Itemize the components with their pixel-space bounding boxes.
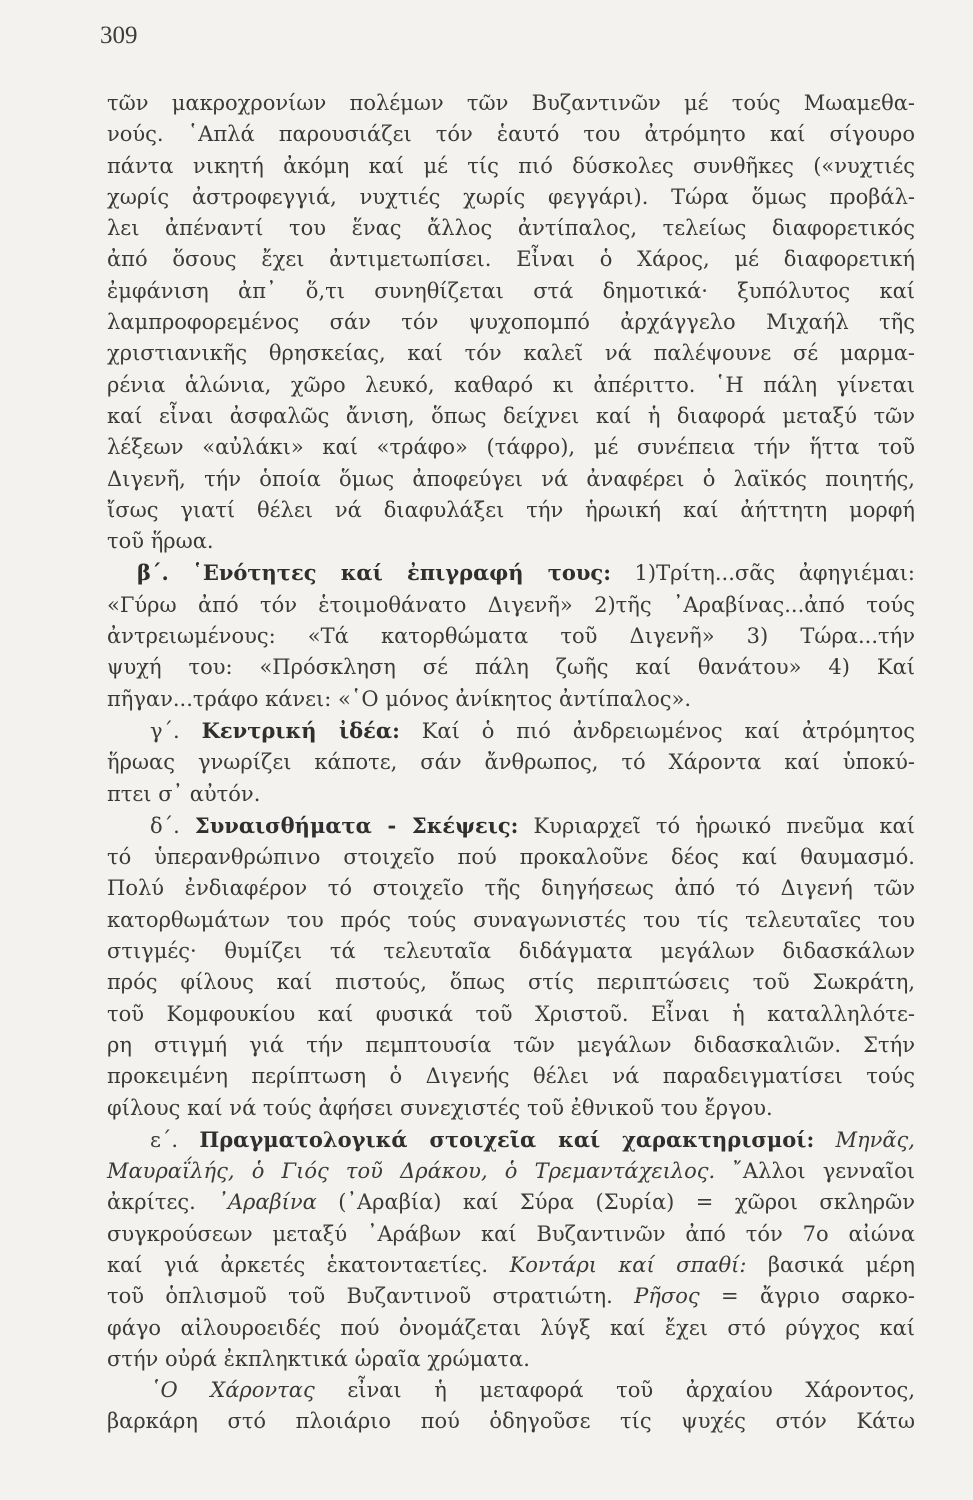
plain-text: τοῦ ὁπλισμοῦ τοῦ Βυζαντινοῦ στρατιώτη. xyxy=(107,1284,635,1309)
text-line: φίλους καί νά τούς ἀφήσει συνεχιστές τοῦ ἐθνικοῦ του ἔργου. xyxy=(107,1095,773,1120)
text-line xyxy=(107,1250,915,1281)
page-body xyxy=(107,88,915,1438)
plain-text: βασικά μέρη xyxy=(746,1252,915,1277)
section-d-text: Κυριαρχεῖ τό ἡρωικό πνεῦμα καί xyxy=(518,813,915,838)
section-e-heading: Πραγματολογικά στοιχεῖα καί χαρακτηρισμοί: xyxy=(199,1126,815,1152)
page-number: 309 xyxy=(100,22,138,49)
section-c-text: Καί ὁ πιό ἀνδρειωμένος καί ἀτρόμητος xyxy=(399,718,915,743)
text-line: «Γύρω ἀπό τόν ἑτοιμοθάνατο Διγενῆ» 2)τῆς ᾿Αραβίνας...ἀπό τούς xyxy=(107,592,915,617)
section-d-first-line xyxy=(107,810,915,842)
text-line xyxy=(107,1156,915,1187)
text-line: λει ἀπέναντί του ἕνας ἄλλος ἀντίπαλος, τελείως διαφορετικός xyxy=(107,216,915,241)
text-line: χωρίς ἀστροφεγγιά, νυχτιές χωρίς φεγγάρι). Τώρα ὅμως προβάλ- xyxy=(107,184,915,209)
section-d-label: δ΄. xyxy=(150,813,180,838)
text-line: τῶν μακροχρονίων πολέμων τῶν Βυζαντινῶν μέ τούς Μωαμεθα- xyxy=(107,91,915,115)
text-line: ρη στιγμή γιά τήν πεμπτουσία τῶν μεγάλων διδασκαλιῶν. Στήν xyxy=(107,1032,915,1057)
text-line: τοῦ ἥρωα. xyxy=(107,529,214,554)
italic-text: Κοντάρι καί σπαθί: xyxy=(509,1252,747,1277)
section-e-label: ε΄. xyxy=(150,1127,179,1152)
text-line: στιγμές· θυμίζει τά τελευταῖα διδάγματα μεγάλων διδασκάλων xyxy=(107,939,915,964)
section-d-heading: Συναισθήματα - Σκέψεις: xyxy=(194,812,519,838)
section-c-heading: Κεντρική ἰδέα: xyxy=(201,717,400,743)
section-b-heading: ῾Ενότητες καί ἐπιγραφή τους: xyxy=(192,560,611,586)
text-line: λέξεων «αὐλάκι» καί «τράφο» (τάφρο), μέ συνέπεια τήν ἥττα τοῦ xyxy=(107,435,915,460)
italic-text: ῾Ο Χάροντας xyxy=(150,1378,315,1403)
text-line: ἥρωας γνωρίζει κάποτε, σάν ἄνθρωπος, τό Χάροντα καί ὑποκύ- xyxy=(107,750,915,775)
text-line: φάγο αἰλουροειδές πού ὀνομάζεται λύγξ καί ἔχει στό ρύγχος καί xyxy=(107,1315,915,1340)
text-line: τοῦ Κομφουκίου καί φυσικά τοῦ Χριστοῦ. Εἶναι ἡ καταλληλότε- xyxy=(107,1001,915,1026)
text-line: Διγενῆ, τήν ὁποία ὅμως ἀποφεύγει νά ἀναφέρει ὁ λαϊκός ποιητής, xyxy=(107,466,915,491)
text-line: ἐμφάνιση ἀπ᾽ ὅ,τι συνηθίζεται στά δημοτικά· ξυπόλυτος καί xyxy=(107,278,915,303)
text-line: πτει σ᾽ αὐτόν. xyxy=(107,781,261,806)
italic-text: Μαυραΐλής, ὁ Γιός τοῦ Δράκου, ὁ Τρεμαντάχειλος. xyxy=(107,1159,716,1184)
section-c-first-line xyxy=(107,715,915,747)
text-line: ψυχή του: «Πρόσκληση σέ πάλη ζωῆς καί θανάτου» 4) Καί xyxy=(107,655,915,680)
section-e-first-line xyxy=(107,1124,915,1156)
plain-text: ῎Αλλοι γενναῖοι xyxy=(715,1159,915,1184)
italic-text: ᾿Αραβίνα xyxy=(217,1190,317,1215)
section-e-italic: Μηνᾶς, xyxy=(814,1127,915,1152)
text-line: Πολύ ἐνδιαφέρον τό στοιχεῖο τῆς διηγήσεως ἀπό τό Διγενή τῶν xyxy=(107,876,915,901)
text-line: καί εἶναι ἀσφαλῶς ἄνιση, ὅπως δείχνει καί ἡ διαφορά μεταξύ τῶν xyxy=(107,403,915,428)
text-line: ρένια ἁλώνια, χῶρο λευκό, καθαρό κι ἀπέριττο. ῾Η πάλη γίνεται xyxy=(107,372,915,397)
text-line: τό ὑπερανθρώπινο στοιχεῖο πού προκαλοῦνε δέος καί θαυμασμό. xyxy=(107,845,915,870)
text-line: πῆγαν...τράφο κάνει: «῾Ο μόνος ἀνίκητος ἀντίπαλος». xyxy=(107,686,691,711)
text-line: χριστιανικῆς θρησκείας, καί τόν καλεῖ νά παλέψουνε σέ μαρμα- xyxy=(107,341,915,366)
text-line: πρός φίλους καί πιστούς, ὅπως στίς περιπτώσεις τοῦ Σωκράτη, xyxy=(107,970,915,995)
text-line xyxy=(107,1375,915,1406)
text-line: λαμπροφορεμένος σάν τόν ψυχοπομπό ἀρχάγγελο Μιχαήλ τῆς xyxy=(107,310,915,335)
text-line: νούς. ῾Απλά παρουσιάζει τόν ἑαυτό του ἀτρόμητο καί σίγουρο xyxy=(107,122,915,147)
plain-text: ἀκρίτες. xyxy=(107,1190,218,1215)
section-b-text: 1)Τρίτη...σᾶς ἀφηγιέμαι: xyxy=(610,561,915,586)
plain-text: εἶναι ἡ μεταφορά τοῦ ἀρχαίου Χάροντος, xyxy=(314,1378,915,1403)
text-line: πάντα νικητή ἀκόμη καί μέ τίς πιό δύσκολες συνθῆκες («νυχτιές xyxy=(107,153,915,178)
section-c-label: γ΄. xyxy=(150,718,180,743)
text-line: ἀντρειωμένους: «Τά κατορθώματα τοῦ Διγενῆ» 3) Τώρα...τήν xyxy=(107,624,915,649)
italic-text: Ρῆσος xyxy=(634,1284,700,1309)
text-line: κατορθωμάτων του πρός τούς συναγωνιστές του τίς τελευταῖες του xyxy=(107,907,915,932)
text-line: ἴσως γιατί θέλει νά διαφυλάξει τήν ἡρωική καί ἀήττητη μορφή xyxy=(107,497,915,522)
text-line: στήν οὐρά ἐκπληκτικά ὡραῖα χρώματα. xyxy=(107,1346,530,1371)
plain-text: καί γιά ἀρκετές ἑκατονταετίες. xyxy=(107,1252,510,1277)
text-line xyxy=(107,1281,915,1312)
text-line: προκειμένη περίπτωση ὁ Διγενής θέλει νά παραδειγματίσει τούς xyxy=(107,1064,915,1089)
section-b-first-line xyxy=(107,557,915,589)
text-line: βαρκάρη στό πλοιάριο πού ὁδηγοῦσε τίς ψυχές στόν Κάτω xyxy=(107,1409,915,1434)
text-line: ἀπό ὅσους ἔχει ἀντιμετωπίσει. Εἶναι ὁ Χάρος, μέ διαφορετική xyxy=(107,247,915,272)
text-line: συγκρούσεων μεταξύ ᾿Αράβων καί Βυζαντινῶν ἀπό τόν 7ο αἰώνα xyxy=(107,1221,915,1246)
plain-text: (᾿Αραβία) καί Σύρα (Συρία) = χῶροι σκληρῶν xyxy=(316,1190,916,1215)
text-line xyxy=(107,1187,915,1218)
plain-text: = ἄγριο σαρκο- xyxy=(699,1284,915,1309)
section-b-label: β΄. xyxy=(137,560,169,586)
